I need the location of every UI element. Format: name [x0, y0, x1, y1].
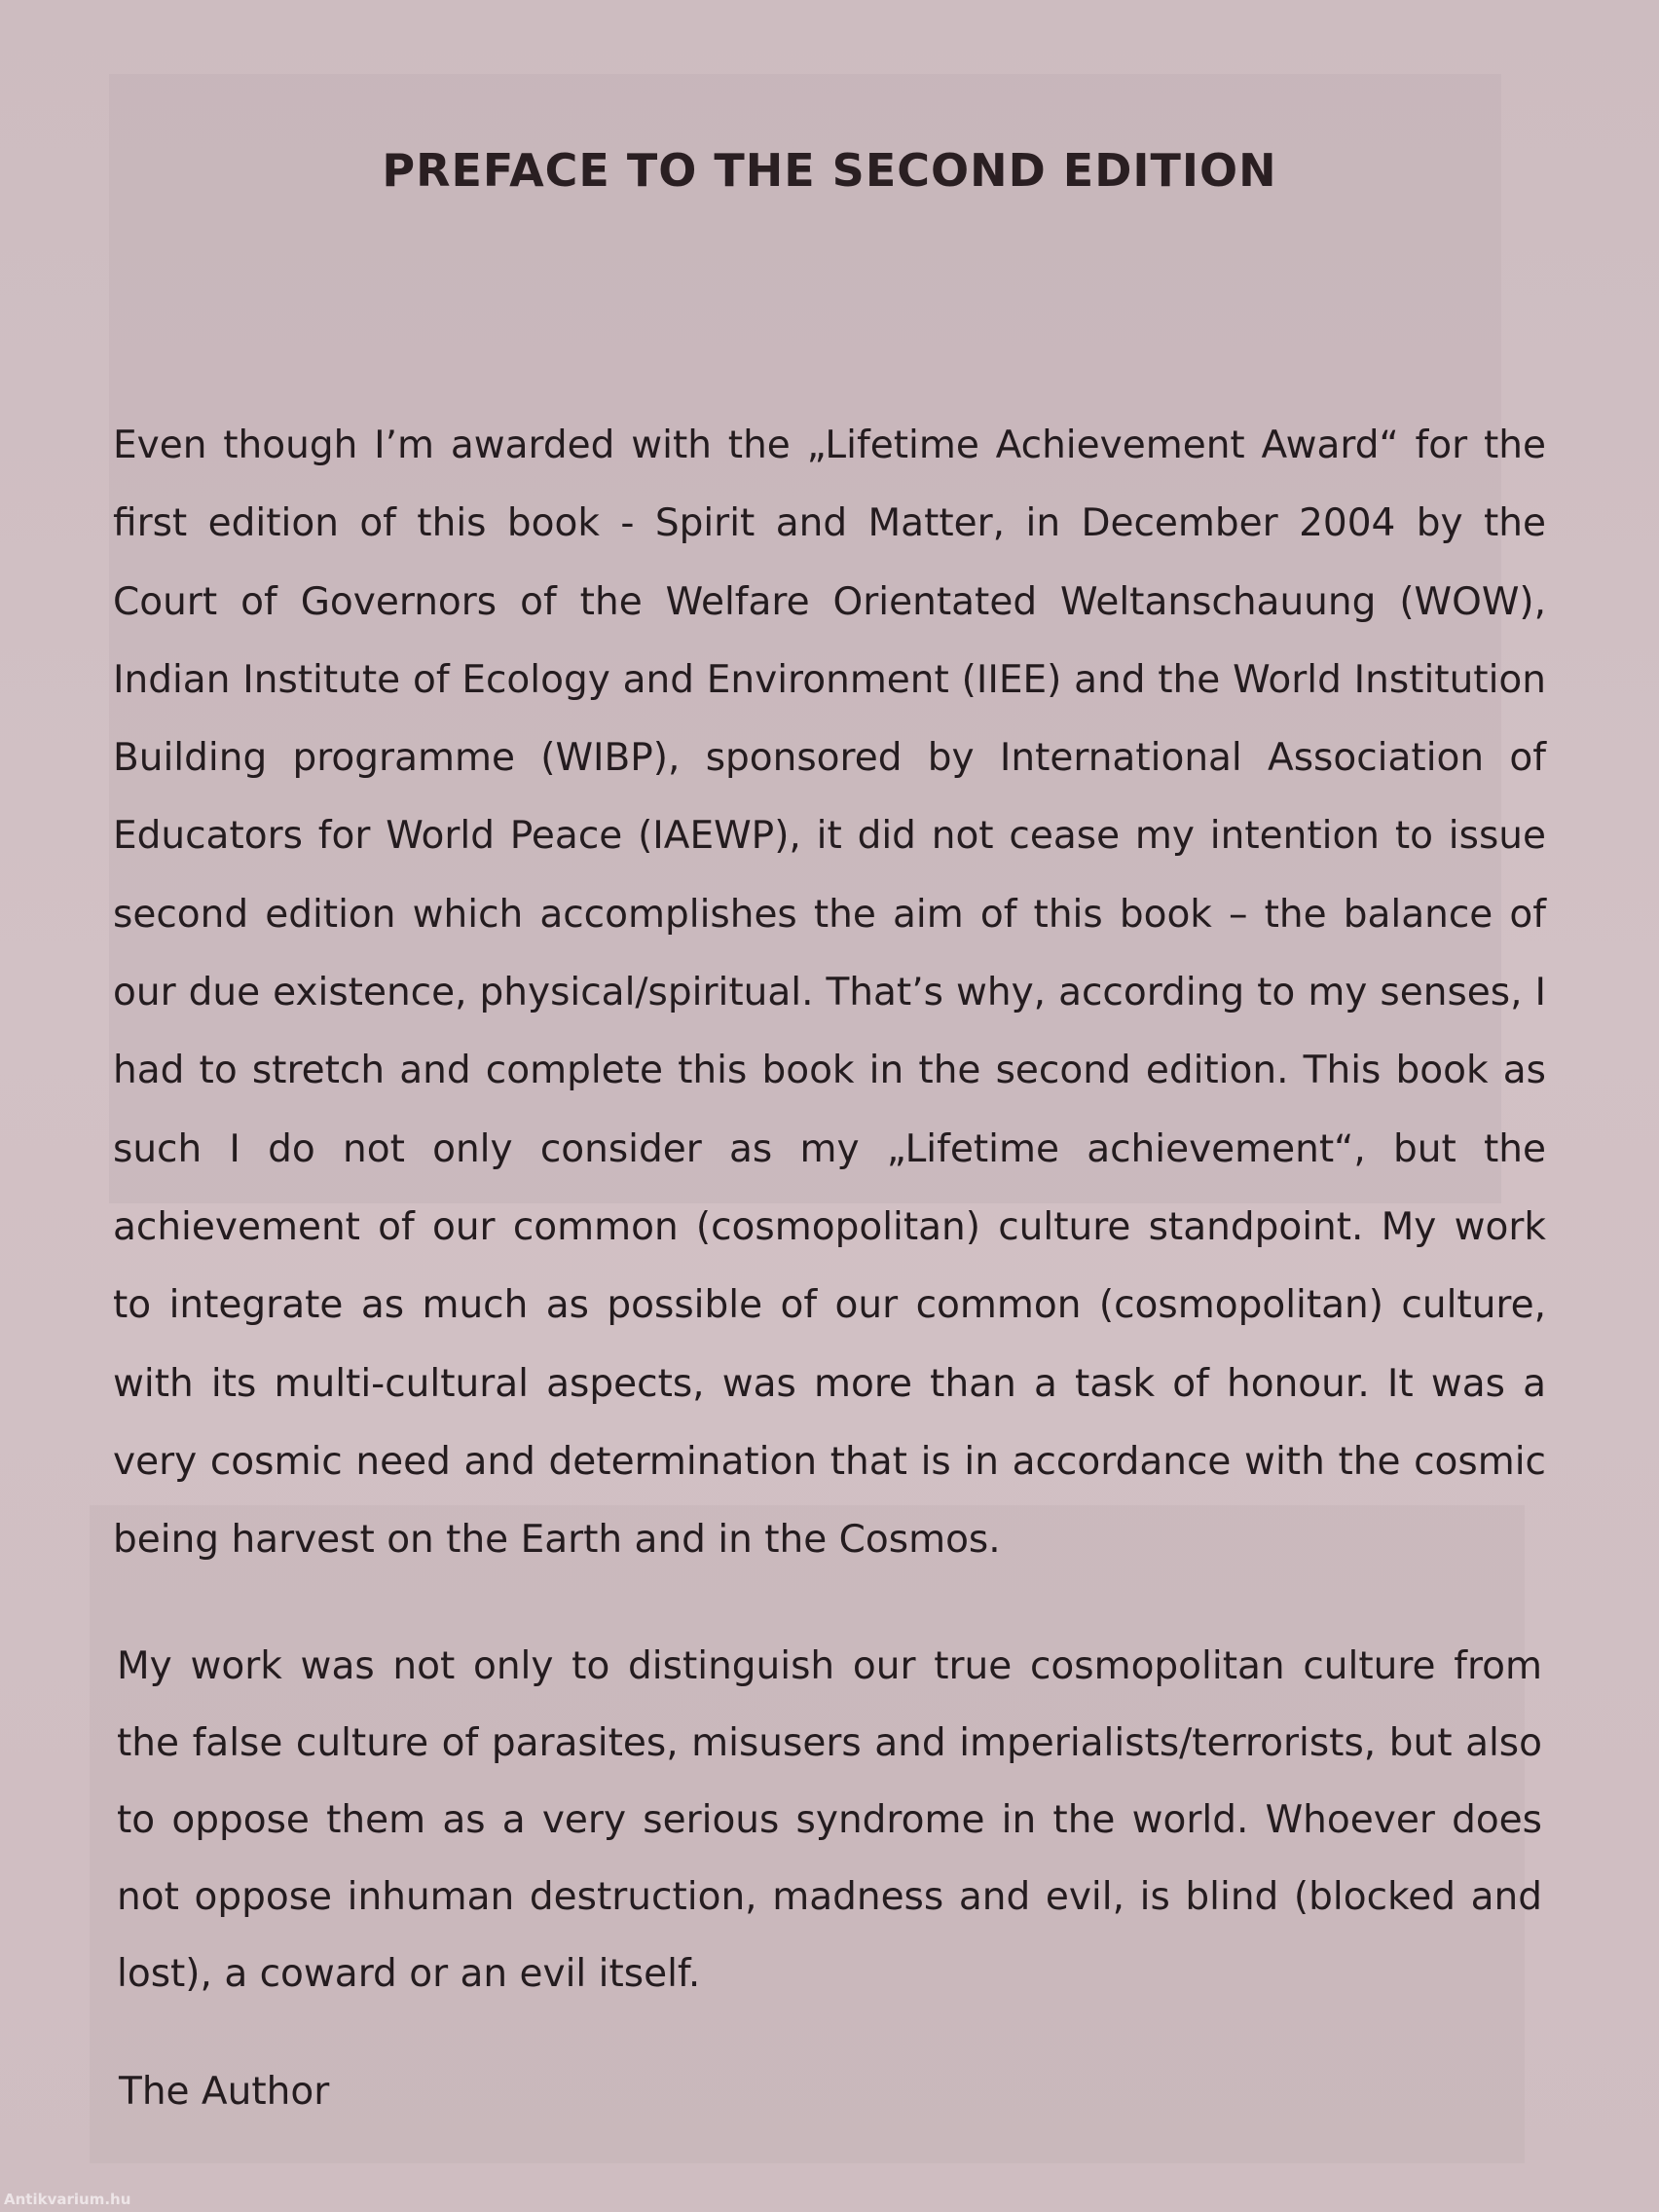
- paragraph-2: My work was not only to distinguish our true cosmopolitan culture from the false culture of parasites, misusers and imperialists/terrorists, but also to oppose them as a very serious syndrome in the world. Whoever does not oppose inhuman destruction, madness and evil, is blind (blocked and lost), a coward or an evil itself.: [117, 1644, 1542, 1996]
- watermark: Antikvarium.hu: [4, 2191, 131, 2208]
- signature: The Author: [119, 2070, 330, 2114]
- paragraph-1: Even though I’m awarded with the „Lifetime Achievement Award“ for the first edition of this book - Spirit and Matter, in December 2004 by the Court of Governors of the Welfare Orientated Weltanschauung (WOW), Indian Institute of Ecology and Environment (IIEE) and the World Institution Building programme (WIBP), sponsored by International Association of Educators for World Peace (IAEWP), it did not cease my intention to issue second edition which accomplishes the aim of this book – the balance of our due existence, physical/spiritual. That’s why, according to my senses, I had to stretch and complete this book in the second edition. This book as such I do not only consider as my „Lifetime achievement“, but the achievement of our common (cosmopolitan) culture standpoint. My work to integrate as much as possible of our common (cosmopolitan) culture, with its multi-cultural aspects, was more than a task of honour. It was a very cosmic need and determination that is in accordance with the cosmic being harvest on the Earth and in the Cosmos.: [113, 424, 1546, 1563]
- page-title: PREFACE TO THE SECOND EDITION: [382, 144, 1277, 197]
